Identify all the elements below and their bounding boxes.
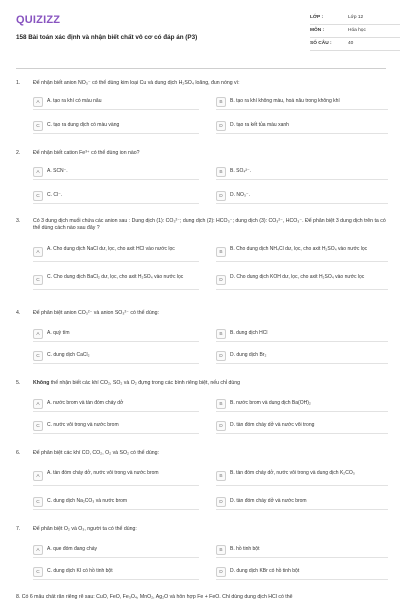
option-a[interactable]: [33, 398, 199, 412]
question-text: Để phân biệt các khí CO, CO₂, O₂ và SO₂ có thể dùng:: [33, 450, 159, 456]
option-c[interactable]: [33, 566, 199, 580]
option-letter: A: [33, 247, 43, 257]
option-a[interactable]: [33, 166, 199, 180]
option-a[interactable]: [33, 244, 199, 262]
option-letter: B: [216, 247, 226, 257]
question-number: 6.: [16, 450, 21, 456]
meta-row-subject: [310, 25, 400, 38]
option-d[interactable]: [216, 566, 388, 580]
meta-row-grade: [310, 12, 400, 25]
option-letter: A: [33, 399, 43, 409]
question-text: Có 3 dung dịch muối chứa các anion sau : Dung dịch (1): CO₃²⁻; dung dịch (2): HCO₃⁻; dung dịch (3): CO₃²⁻, HCO₃⁻. Để phân biệt 3 dung dịch trên ta có thể dùng cách nào sau đây ?: [33, 218, 386, 231]
option-letter: D: [216, 497, 226, 507]
header-divider: [16, 68, 386, 69]
option-letter: C: [33, 191, 43, 201]
option-a[interactable]: [33, 544, 199, 558]
option-letter: B: [216, 97, 226, 107]
option-letter: D: [216, 121, 226, 131]
option-b[interactable]: [216, 544, 388, 558]
option-text: B. tạo ra khí không màu, hoá nâu trong không khí: [230, 98, 340, 104]
option-text: A. tàn đóm cháy dở, nước vôi trong và nước brom: [47, 470, 159, 476]
option-b[interactable]: [216, 166, 388, 180]
option-letter: D: [216, 275, 226, 285]
option-b[interactable]: [216, 398, 388, 412]
worksheet-title: 158 Bài toán xác định và nhận biết chất vô cơ có đáp án (P3): [16, 34, 198, 41]
question-text: Để nhận biết cation Fe³⁺ có thể dùng ion nào?: [33, 150, 140, 156]
question-number: 1.: [16, 80, 21, 86]
option-b[interactable]: [216, 328, 388, 342]
option-text: C. tạo ra dung dịch có màu vàng: [47, 122, 120, 128]
option-b[interactable]: [216, 468, 388, 486]
meta-value: Hóa học: [348, 28, 366, 33]
meta-label: MÔN :: [310, 28, 325, 33]
option-d[interactable]: [216, 120, 388, 134]
option-a[interactable]: [33, 468, 199, 486]
option-letter: B: [216, 471, 226, 481]
worksheet-meta: [310, 12, 400, 51]
option-letter: D: [216, 567, 226, 577]
option-b[interactable]: [216, 244, 388, 262]
option-text: D. dung dịch KBr có hồ tinh bột: [230, 568, 300, 574]
option-text: D. dung dịch Br₂: [230, 352, 267, 358]
option-c[interactable]: [33, 496, 199, 510]
option-text: A. quỳ tím: [47, 330, 70, 336]
option-text: A. SCN⁻.: [47, 168, 68, 174]
meta-value: 40: [348, 41, 354, 46]
option-letter: C: [33, 567, 43, 577]
option-letter: B: [216, 399, 226, 409]
option-b[interactable]: [216, 96, 388, 110]
option-letter: D: [216, 421, 226, 431]
option-text: B. SO₄²⁻.: [230, 168, 252, 174]
option-letter: C: [33, 275, 43, 285]
option-text: A. Cho dung dịch NaCl dư, lọc, cho axit HCl vào nước lọc: [47, 246, 175, 252]
option-letter: B: [216, 167, 226, 177]
option-text: C. dung dịch CaCl₂: [47, 352, 90, 358]
option-a[interactable]: [33, 328, 199, 342]
option-text: C. Cho dung dịch BaCl₂ dư, lọc, cho axit H₂SO₄ vào nước lọc: [47, 274, 184, 280]
question-text: Để phân biệt O₂ và O₃, người ta có thể dùng:: [33, 526, 137, 532]
option-text: A. tạo ra khí có màu nâu: [47, 98, 102, 104]
option-letter: D: [216, 351, 226, 361]
option-letter: C: [33, 497, 43, 507]
option-d[interactable]: [216, 272, 388, 290]
option-a[interactable]: [33, 96, 199, 110]
meta-label: SỐ CÂU :: [310, 41, 332, 46]
option-text: B. tàn đóm cháy dở, nước vôi trong và dung dịch K₂CO₃: [230, 470, 355, 476]
option-letter: A: [33, 167, 43, 177]
option-text: C. nước vôi trong và nước brom: [47, 422, 119, 428]
option-text: B. nước brom và dung dịch Ba(OH)₂: [230, 400, 311, 406]
option-text: A. que đóm đang cháy: [47, 546, 98, 552]
option-d[interactable]: [216, 496, 388, 510]
option-text: B. dung dịch HCl: [230, 330, 268, 336]
option-letter: C: [33, 351, 43, 361]
option-text: C. dung dịch Na₂CO₃ và nước brom: [47, 498, 128, 504]
option-c[interactable]: [33, 350, 199, 364]
option-text: C. dung dịch KI có hồ tinh bột: [47, 568, 113, 574]
option-letter: B: [216, 545, 226, 555]
question-number: 5.: [16, 380, 21, 386]
option-text: B. Cho dung dịch NH₄Cl dư, lọc, cho axit H₂SO₄ vào nước lọc: [230, 246, 368, 252]
meta-label: LỚP :: [310, 15, 324, 20]
option-c[interactable]: [33, 120, 199, 134]
option-letter: C: [33, 121, 43, 131]
option-letter: A: [33, 471, 43, 481]
option-letter: A: [33, 97, 43, 107]
option-text: C. Cl⁻.: [47, 192, 63, 198]
option-d[interactable]: [216, 190, 388, 204]
worksheet-header: [16, 12, 386, 62]
option-text: D. tàn đóm cháy dở và nước vôi trong: [230, 422, 315, 428]
question-number: 4.: [16, 310, 21, 316]
option-letter: D: [216, 191, 226, 201]
meta-row-question-count: [310, 38, 400, 51]
option-letter: A: [33, 545, 43, 555]
option-c[interactable]: [33, 190, 199, 204]
question-number: 2.: [16, 150, 21, 156]
question-number: 3.: [16, 218, 21, 224]
option-d[interactable]: [216, 420, 388, 434]
option-c[interactable]: [33, 272, 199, 290]
option-c[interactable]: [33, 420, 199, 434]
option-d[interactable]: [216, 350, 388, 364]
option-text: B. hồ tinh bột: [230, 546, 260, 552]
quizizz-logo: QUIZIZZ: [16, 14, 61, 26]
question-emphasis: Không: [33, 380, 50, 386]
option-text: D. NO₃⁻.: [230, 192, 250, 198]
question-text: Để phân biệt anion CO₃²⁻ và anion SO₃²⁻ có thể dùng:: [33, 310, 159, 316]
question-text: [33, 380, 388, 387]
option-letter: B: [216, 329, 226, 339]
meta-value: Lớp 12: [348, 15, 364, 20]
option-letter: C: [33, 421, 43, 431]
question-text: Để nhận biết anion NO₃⁻ có thể dùng kim loại Cu và dung dịch H₂SO₄ loãng, đun nóng vì:: [33, 80, 240, 86]
question-8-partial: 8. Có 6 mẫu chất rắn riêng rẽ sau: CuO, FeO, Fe₃O₄, MnO₂, Ag₂O và hỗn hợp Fe + FeO. Chỉ dùng dung dịch HCl có thể: [16, 594, 293, 600]
option-text: D. Cho dung dịch KOH dư, lọc, cho axit H₂SO₄ vào nước lọc: [230, 274, 365, 280]
option-letter: A: [33, 329, 43, 339]
option-text: A. nước brom và tàn đóm cháy dở: [47, 400, 124, 406]
option-text: D. tạo ra kết tủa màu xanh: [230, 122, 289, 128]
option-text: D. tàn đóm cháy dở và nước brom: [230, 498, 307, 504]
question-text-rest: thể nhận biết các khí CO₂, SO₂ và O₂ đựng trong các bình riêng biệt, nếu chỉ dùng: [49, 380, 241, 386]
question-number: 7.: [16, 526, 21, 532]
